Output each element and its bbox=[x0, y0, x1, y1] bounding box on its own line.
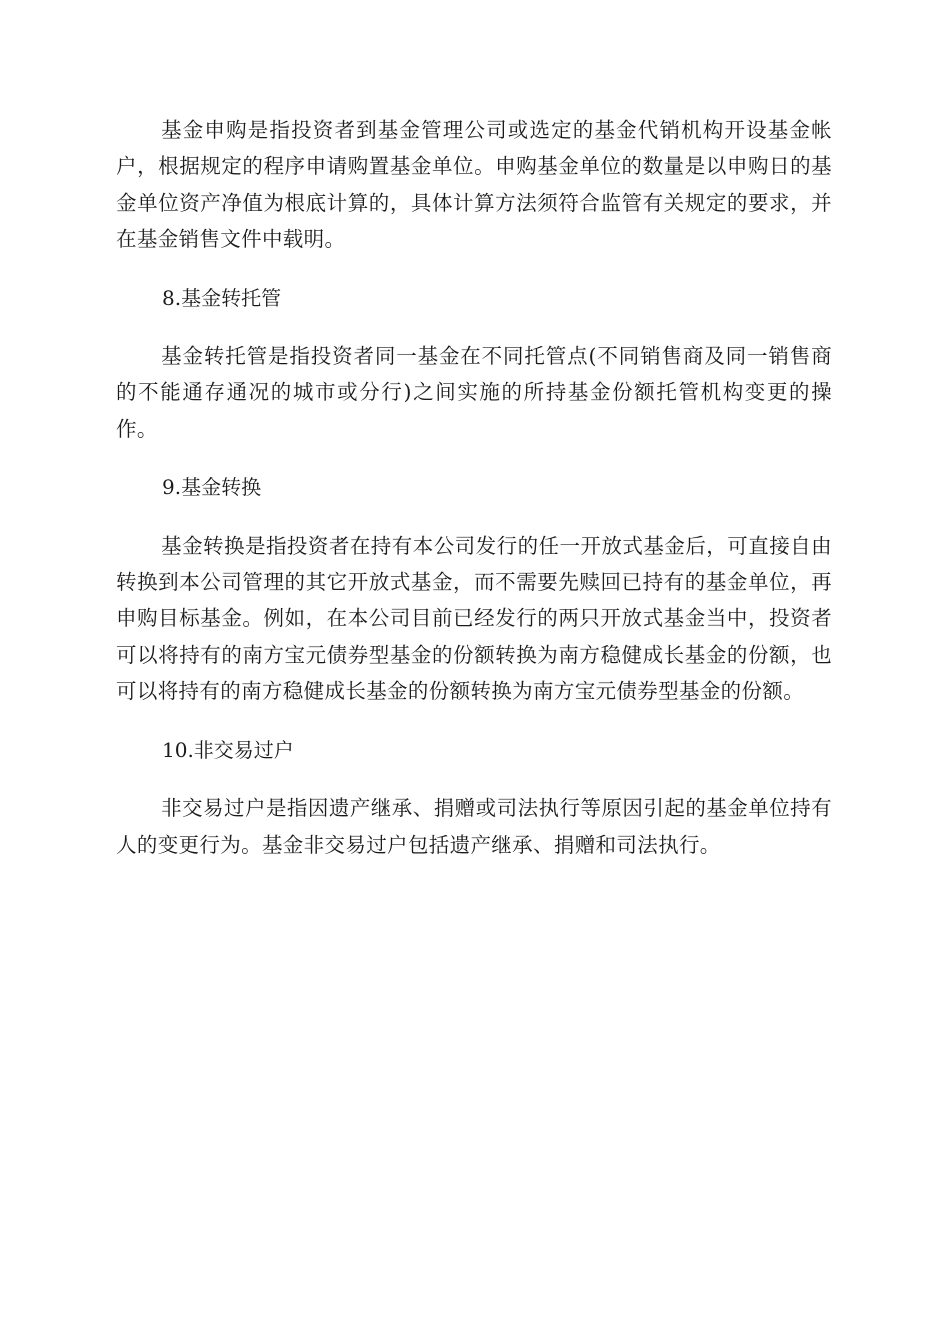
section-heading-non-trade-transfer: 10.非交易过户 bbox=[162, 737, 294, 762]
section-heading-fund-transfer-custody: 8.基金转托管 bbox=[162, 285, 282, 310]
paragraph-gap bbox=[116, 447, 832, 469]
paragraph-fund-conversion: 基金转换是指投资者在持有本公司发行的任一开放式基金后，可直接自由转换到本公司管理的其它开放式基金，而不需要先赎回已持有的基金单位，再申购目标基金。例如，在本公司目前已经发行的两只开放式基金当中，投资者可以将持有的南方宝元债券型基金的份额转换为南方稳健成长基金的份额，也可以将持有的南方稳健成长基金的份额转换为南方宝元债券型基金的份额。 bbox=[116, 533, 832, 704]
section-heading-fund-conversion: 9.基金转换 bbox=[162, 475, 262, 500]
paragraph-gap bbox=[116, 710, 832, 732]
paragraph-fund-subscription: 基金申购是指投资者到基金管理公司或选定的基金代销机构开设基金帐户，根据规定的程序申请购置基金单位。申购基金单位的数量是以申购日的基金单位资产净值为根底计算的，具体计算方法须符合监管有关规定的要求，并在基金销售文件中载明。 bbox=[116, 118, 832, 252]
paragraph-non-trade-transfer: 非交易过户是指因遗产继承、捐赠或司法执行等原因引起的基金单位持有人的变更行为。基金非交易过户包括遗产继承、捐赠和司法执行。 bbox=[116, 796, 832, 857]
paragraph-gap bbox=[116, 316, 832, 338]
paragraph-gap bbox=[116, 258, 832, 280]
paragraph-fund-transfer-custody: 基金转托管是指投资者同一基金在不同托管点(不同销售商及同一销售商的不能通存通况的城市或分行)之间实施的所持基金份额托管机构变更的操作。 bbox=[116, 344, 832, 441]
paragraph-gap bbox=[116, 506, 832, 528]
paragraph-gap bbox=[116, 768, 832, 790]
document-page bbox=[116, 112, 832, 863]
